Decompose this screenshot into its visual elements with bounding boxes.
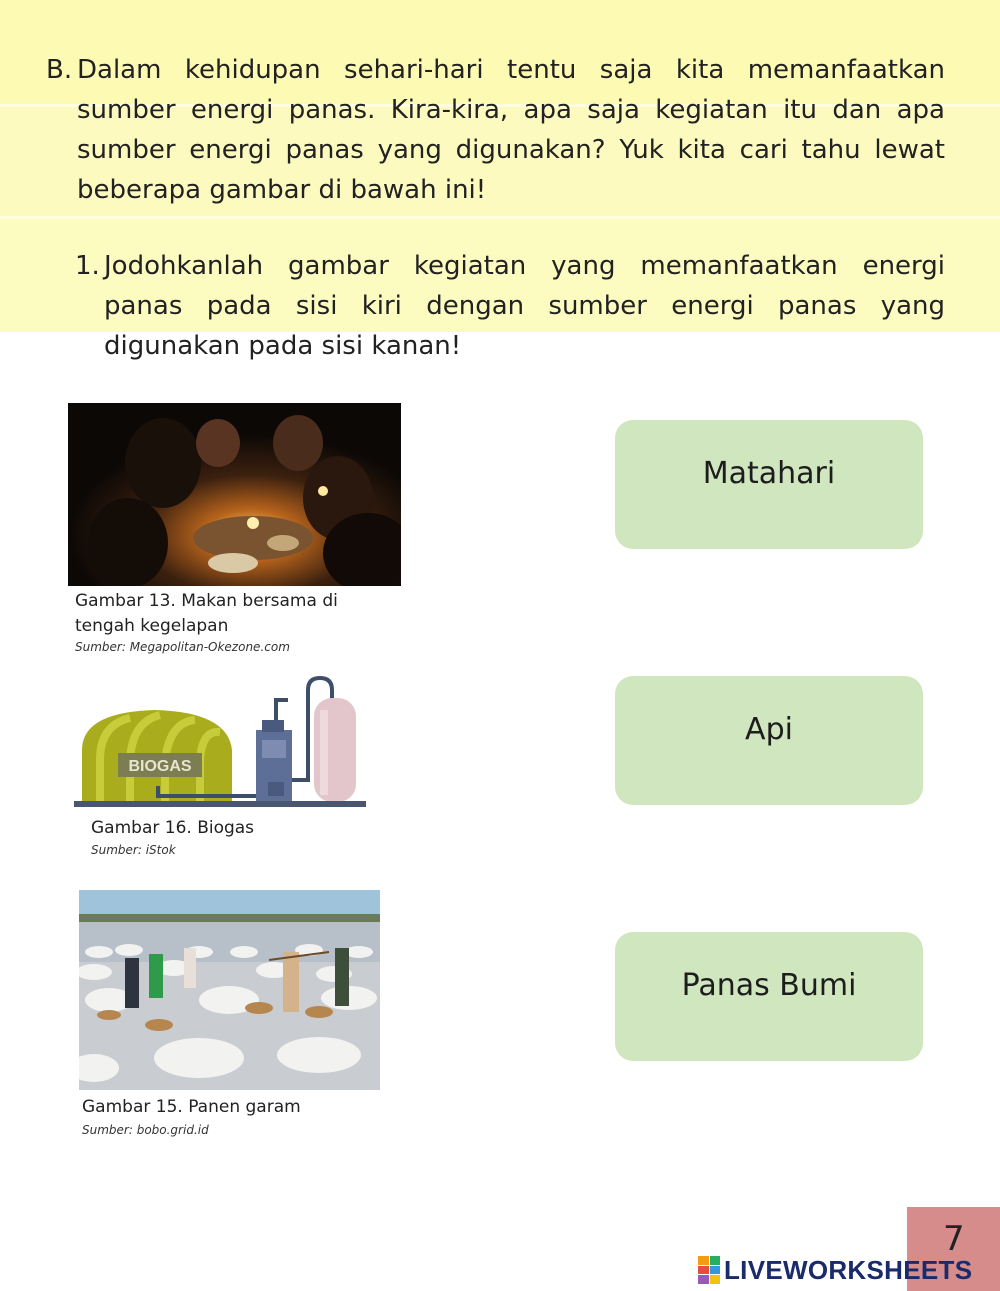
image-caption: Gambar 16. Biogas	[91, 818, 255, 838]
image-caption	[75, 589, 338, 639]
liveworksheets-wordmark: LIVEWORKSHEETS	[724, 1254, 973, 1285]
section-marker: B.	[46, 55, 73, 85]
section-intro-text: Dalam kehidupan sehari-hari tentu saja kita memanfaatkan sumber energi panas. Kira-kira, apa saja kegiatan itu dan apa sumber energi panas yang digunakan? Yuk kita cari tahu lewat beberapa gambar di bawah ini!	[77, 55, 945, 205]
dinner-candlelight-photo	[68, 403, 401, 586]
question-instruction-text: Jodohkanlah gambar kegiatan yang memanfaatkan energi panas pada sisi kiri dengan sumber energi panas yang digunakan pada sisi kanan!	[104, 251, 945, 361]
image-source: Sumber: Megapolitan-Okezone.com	[75, 640, 290, 654]
image-caption: Gambar 15. Panen garam	[82, 1097, 301, 1117]
liveworksheets-logo-icon	[698, 1256, 720, 1284]
biogas-illustration	[70, 670, 370, 810]
image-source: Sumber: bobo.grid.id	[82, 1123, 209, 1137]
answer-box-panas-bumi[interactable]: Panas Bumi	[615, 932, 923, 1061]
page-number: 7	[907, 1207, 1000, 1291]
answer-box-matahari[interactable]: Matahari	[615, 420, 923, 549]
question-number: 1.	[75, 251, 100, 281]
caption-line: Gambar 13. Makan bersama di	[75, 591, 338, 611]
caption-line: tengah kegelapan	[75, 616, 229, 636]
image-source: Sumber: iStok	[91, 843, 176, 857]
liveworksheets-branding[interactable]	[698, 1252, 972, 1288]
biogas-label: BIOGAS	[128, 758, 192, 775]
answer-box-api[interactable]: Api	[615, 676, 923, 805]
salt-harvest-photo	[79, 890, 380, 1090]
band-divider	[0, 216, 1000, 219]
